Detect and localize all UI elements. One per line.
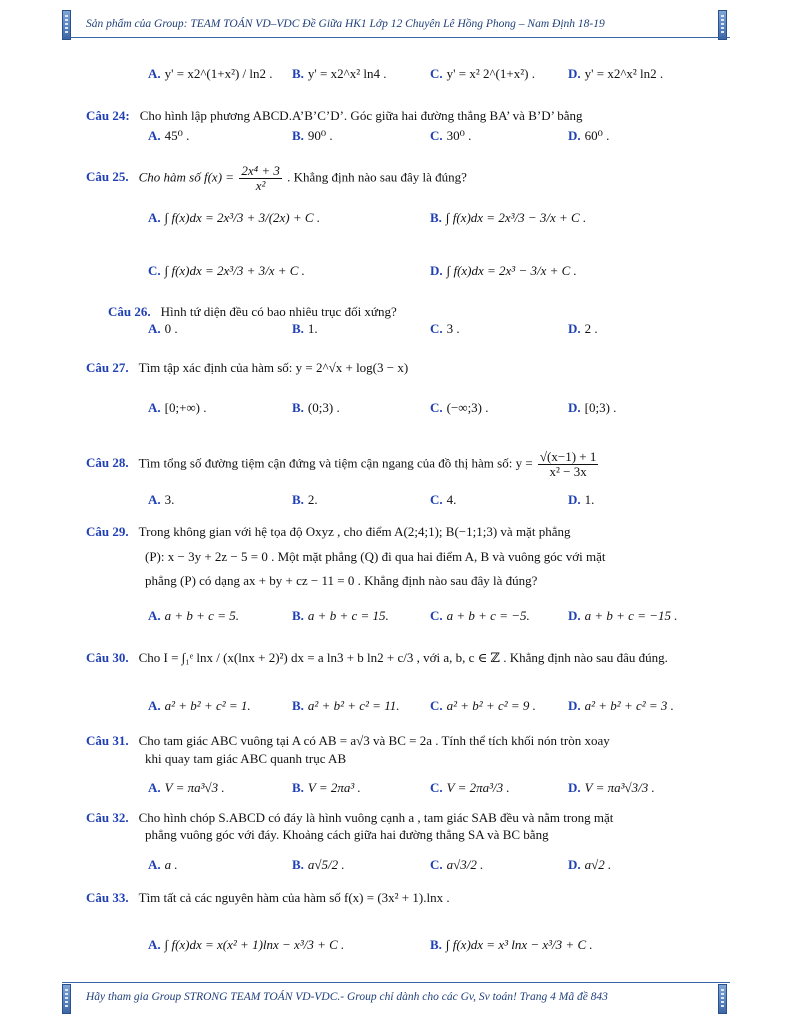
question-32-line-2: phẳng vuông góc với đáy. Khoảng cách giữa hai đường thẳng SA và BC bằng bbox=[145, 827, 549, 842]
question-33: Câu 33. Tìm tất cả các nguyên hàm của hàm số f(x) = (3x² + 1).lnx . bbox=[86, 890, 450, 905]
question-30: Câu 30. Cho I = ∫₁ᵉ lnx / (x(lnx + 2)²) dx = a ln3 + b ln2 + c/3 , với a, b, c ∈ ℤ . Khẳng định nào sau đâu đúng. bbox=[86, 650, 668, 665]
q33-option-b: B. ∫ f(x)dx = x³ lnx − x³/3 + C . bbox=[430, 937, 593, 952]
q26-option-d: D. 2 . bbox=[568, 321, 598, 336]
q23-option-a: A. y' = x2^(1+x²) / ln2 . bbox=[148, 66, 273, 81]
q29-option-a: A. a + b + c = 5. bbox=[148, 608, 239, 623]
q31-option-d: D. V = πa³√3/3 . bbox=[568, 780, 655, 795]
question-29-line-3: phẳng (P) có dạng ax + by + cz − 11 = 0 . Khẳng định nào sau đây là đúng? bbox=[145, 573, 538, 588]
q27-option-a: A. [0;+∞) . bbox=[148, 400, 207, 415]
q27-option-c: C. (−∞;3) . bbox=[430, 400, 489, 415]
q23-option-d: D. y' = x2^x² ln2 . bbox=[568, 66, 664, 81]
q29-option-b: B. a + b + c = 15. bbox=[292, 608, 389, 623]
q26-option-c: C. 3 . bbox=[430, 321, 460, 336]
q23-option-c: C. y' = x² 2^(1+x²) . bbox=[430, 66, 535, 81]
q27-option-b: B. (0;3) . bbox=[292, 400, 340, 415]
question-32: Câu 32. Cho hình chóp S.ABCD có đáy là hình vuông cạnh a , tam giác SAB đều và nằm trong mặt bbox=[86, 810, 614, 825]
question-31-line-2: khi quay tam giác ABC quanh trục AB bbox=[145, 751, 347, 766]
question-29-line-2: (P): x − 3y + 2z − 5 = 0 . Một mặt phẳng (Q) đi qua hai điểm A, B và vuông góc với mặt bbox=[145, 549, 606, 564]
q28-option-a: A. 3. bbox=[148, 492, 175, 507]
q28-option-d: D. 1. bbox=[568, 492, 595, 507]
q26-option-a: A. 0 . bbox=[148, 321, 178, 336]
q29-option-c: C. a + b + c = −5. bbox=[430, 608, 530, 623]
q30-option-b: B. a² + b² + c² = 11. bbox=[292, 698, 400, 713]
q30-option-d: D. a² + b² + c² = 3 . bbox=[568, 698, 674, 713]
question-26: Câu 26. Hình tứ diện đều có bao nhiêu trục đối xứng? bbox=[108, 304, 397, 319]
q24-option-c: C. 30⁰ . bbox=[430, 128, 472, 143]
q25-option-d: D. ∫ f(x)dx = 2x³ − 3/x + C . bbox=[430, 263, 577, 278]
question-31: Câu 31. Cho tam giác ABC vuông tại A có AB = a√3 và BC = 2a . Tính thể tích khối nón tròn xoay bbox=[86, 733, 610, 748]
q32-option-c: C. a√3/2 . bbox=[430, 857, 484, 872]
question-24: Câu 24: Cho hình lập phương ABCD.A’B’C’D’. Góc giữa hai đường thẳng BA’ và B’D’ bằng bbox=[86, 108, 583, 123]
q30-option-c: C. a² + b² + c² = 9 . bbox=[430, 698, 536, 713]
q25-option-c: C. ∫ f(x)dx = 2x³/3 + 3/x + C . bbox=[148, 263, 305, 278]
q30-option-a: A. a² + b² + c² = 1. bbox=[148, 698, 251, 713]
q24-option-d: D. 60⁰ . bbox=[568, 128, 610, 143]
q28-option-c: C. 4. bbox=[430, 492, 457, 507]
q28-option-b: B. 2. bbox=[292, 492, 318, 507]
question-25: Câu 25. Cho hàm số f(x) = $\frac{\text{2x⁴ + 3}}{\text{x²}}$ . Khẳng định nào sau đây là đúng? bbox=[86, 163, 467, 193]
q27-option-d: D. [0;3) . bbox=[568, 400, 617, 415]
q23-option-b: B. y' = x2^x² ln4 . bbox=[292, 66, 387, 81]
footer-text: Hãy tham gia Group STRONG TEAM TOÁN VD-VDC.- Group chỉ dành cho các Gv, Sv toán! Trang 4 Mã đề 843 bbox=[86, 991, 608, 1003]
q33-option-a: A. ∫ f(x)dx = x(x² + 1)lnx − x³/3 + C . bbox=[148, 937, 345, 952]
q32-option-b: B. a√5/2 . bbox=[292, 857, 345, 872]
q24-option-a: A. 45⁰ . bbox=[148, 128, 190, 143]
page-header bbox=[62, 12, 730, 38]
q32-option-d: D. a√2 . bbox=[568, 857, 612, 872]
q26-option-b: B. 1. bbox=[292, 321, 318, 336]
q24-option-b: B. 90⁰ . bbox=[292, 128, 333, 143]
page-footer bbox=[62, 982, 730, 1010]
q25-fraction: $\frac{\text{2x⁴ + 3}}{\text{x²}}$ bbox=[241, 163, 280, 193]
q25-option-a: A. ∫ f(x)dx = 2x³/3 + 3/(2x) + C . bbox=[148, 210, 321, 225]
header-text: Sản phẩm của Group: TEAM TOÁN VD–VDC Đề Giữa HK1 Lớp 12 Chuyên Lê Hồng Phong – Nam Định 18-19 bbox=[86, 18, 605, 30]
q25-option-b: B. ∫ f(x)dx = 2x³/3 − 3/x + C . bbox=[430, 210, 587, 225]
question-28: Câu 28. Tìm tổng số đường tiệm cận đứng và tiệm cận ngang của đồ thị hàm số: y = $\frac{√(x-1) + 1}{\text{x² − 3x}}$ bbox=[86, 449, 597, 479]
question-29: Câu 29. Trong không gian với hệ tọa độ Oxyz , cho điểm A(2;4;1); B(−1;1;3) và mặt phẳng bbox=[86, 524, 571, 539]
question-27: Câu 27. Tìm tập xác định của hàm số: y = 2^√x + log(3 − x) bbox=[86, 360, 409, 375]
q31-option-a: A. V = πa³√3 . bbox=[148, 780, 225, 795]
q32-option-a: A. a . bbox=[148, 857, 178, 872]
q31-option-b: B. V = 2πa³ . bbox=[292, 780, 361, 795]
q28-fraction: $\frac{√(x-1) + 1}{\text{x² − 3x}}$ bbox=[539, 449, 597, 479]
q31-option-c: C. V = 2πa³/3 . bbox=[430, 780, 510, 795]
q29-option-d: D. a + b + c = −15 . bbox=[568, 608, 678, 623]
